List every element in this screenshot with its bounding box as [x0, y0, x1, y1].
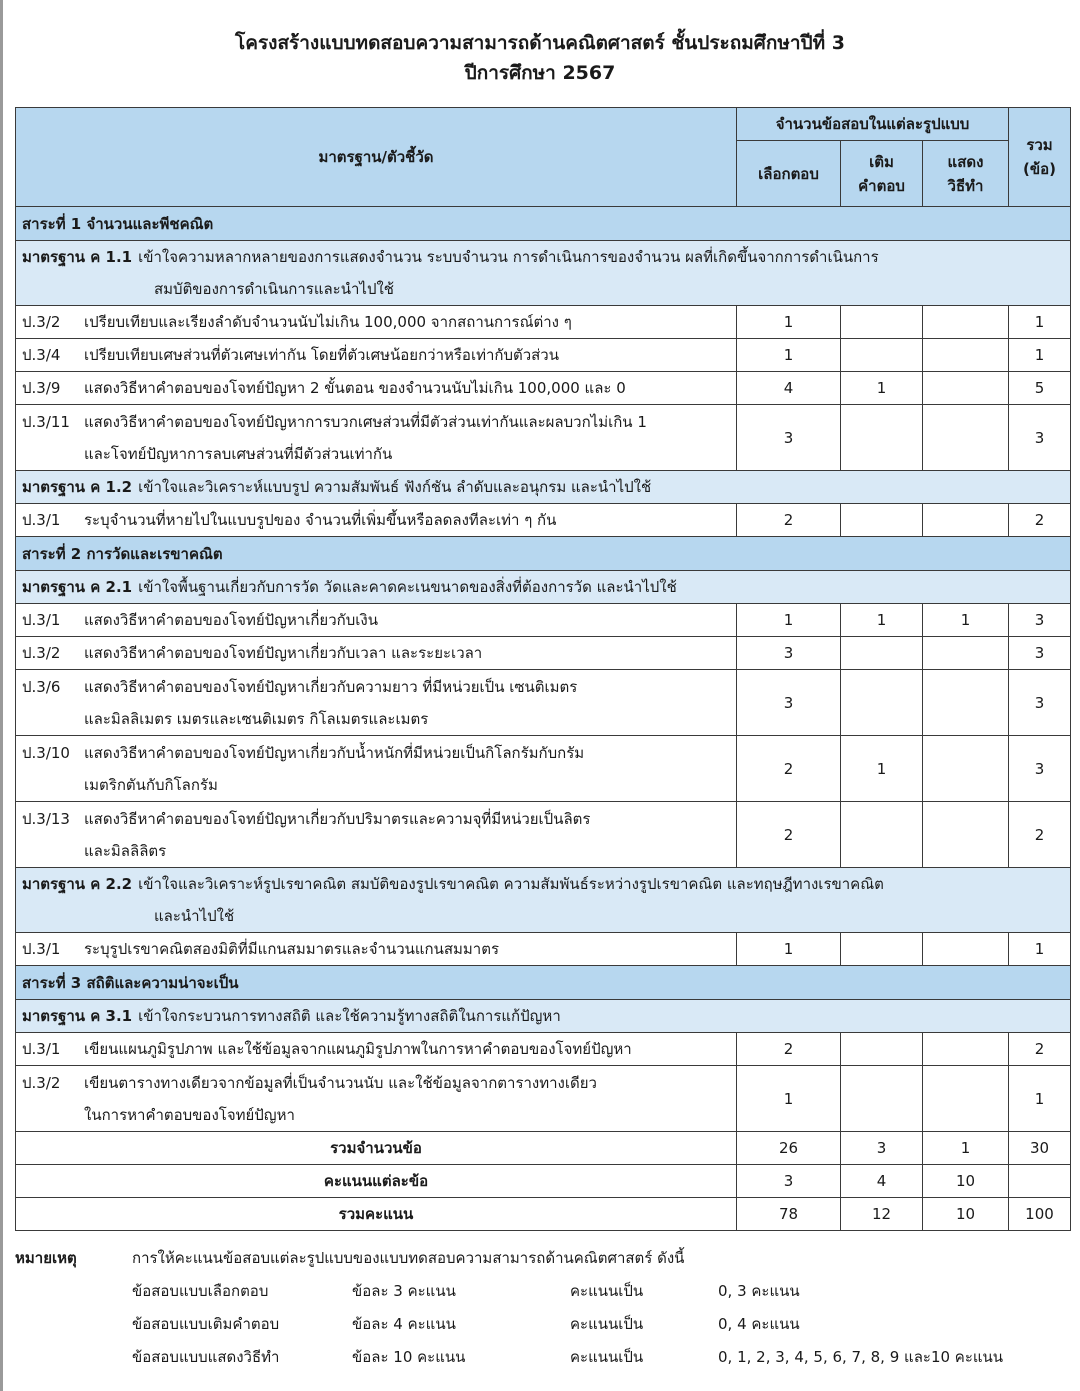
- indicator-code: ป.3/1: [22, 511, 61, 529]
- points-show: 10: [923, 1165, 1009, 1198]
- header-show-line-2: วิธีทำ: [947, 176, 984, 195]
- header-fill-line-1: เติม: [869, 152, 894, 171]
- choice-count: 2: [737, 736, 841, 802]
- fill-count: [841, 933, 923, 966]
- header-total: [1009, 108, 1071, 207]
- indicator-text: เปรียบเทียบเศษส่วนที่ตัวเศษเท่ากัน โดยที่ตัวเศษน้อยกว่าหรือเท่ากับตัวส่วน: [84, 346, 559, 364]
- show-count: [923, 736, 1009, 802]
- strand-title: สาระที่ 2 การวัดและเรขาคณิต: [16, 537, 1071, 571]
- standard-row: [16, 471, 1071, 504]
- header-show-line-1: แสดง: [947, 152, 984, 171]
- indicator-row: [16, 372, 1071, 405]
- sum-points-fill: 12: [841, 1198, 923, 1231]
- show-count: [923, 637, 1009, 670]
- test-structure-table: [15, 107, 1071, 1231]
- standard-label: มาตรฐาน ค 2.1: [22, 578, 133, 596]
- choice-count: 2: [737, 1033, 841, 1066]
- points-each-row: [16, 1165, 1071, 1198]
- fill-count: 1: [841, 372, 923, 405]
- indicator-row: [16, 604, 1071, 637]
- indicator-code: ป.3/10: [22, 743, 70, 762]
- total-count: 2: [1009, 504, 1071, 537]
- title-line-2: ปีการศึกษา 2567: [464, 62, 616, 84]
- total-count: 3: [1009, 604, 1071, 637]
- indicator-text: แสดงวิธีหาคำตอบของโจทย์ปัญหาการบวกเศษส่วนที่มีตัวส่วนเท่ากันและผลบวกไม่เกิน 1: [84, 412, 647, 431]
- fill-count: [841, 802, 923, 868]
- choice-count: 1: [737, 339, 841, 372]
- total-count: 1: [1009, 306, 1071, 339]
- standard-cell: [16, 868, 1071, 933]
- standard-row: [16, 1000, 1071, 1033]
- indicator-row: [16, 1066, 1071, 1132]
- strand-title: สาระที่ 1 จำนวนและพีชคณิต: [16, 207, 1071, 241]
- indicator-text-cont: และโจทย์ปัญหาการลบเศษส่วนที่มีตัวส่วนเท่ากัน: [84, 444, 393, 463]
- show-count: [923, 339, 1009, 372]
- total-count: 2: [1009, 802, 1071, 868]
- notes-intro: การให้คะแนนข้อสอบแต่ละรูปแบบของแบบทดสอบความสามารถด้านคณิตศาสตร์ ดังนี้: [132, 1249, 685, 1267]
- standard-text: เข้าใจความหลากหลายของการแสดงจำนวน ระบบจำนวน การดำเนินการของจำนวน ผลที่เกิดขึ้นจากการดำเนินการ: [138, 248, 879, 266]
- show-count: [923, 1033, 1009, 1066]
- sum-show: 1: [923, 1132, 1009, 1165]
- sum-fill: 3: [841, 1132, 923, 1165]
- indicator-code: ป.3/6: [22, 677, 61, 696]
- standard-text-cont: สมบัติของการดำเนินการและนำไปใช้: [154, 280, 394, 298]
- total-count: 2: [1009, 1033, 1071, 1066]
- choice-count: 3: [737, 670, 841, 736]
- indicator-text: แสดงวิธีหาคำตอบของโจทย์ปัญหาเกี่ยวกับน้ำหนักที่มีหน่วยเป็นกิโลกรัมกับกรัม: [84, 743, 585, 762]
- fill-count: 1: [841, 604, 923, 637]
- standard-text: เข้าใจและวิเคราะห์แบบรูป ความสัมพันธ์ ฟังก์ชัน ลำดับและอนุกรม และนำไปใช้: [138, 478, 652, 496]
- standard-text-cont: และนำไปใช้: [154, 907, 235, 925]
- indicator-row: [16, 306, 1071, 339]
- total-count: 1: [1009, 933, 1071, 966]
- indicator-cell: [16, 670, 737, 736]
- indicator-cell: [16, 736, 737, 802]
- indicator-row: [16, 736, 1071, 802]
- header-fill-line-2: คำตอบ: [858, 176, 905, 195]
- fill-count: [841, 1066, 923, 1132]
- standard-label: มาตรฐาน ค 1.1: [22, 248, 133, 266]
- indicator-text: เปรียบเทียบและเรียงลำดับจำนวนนับไม่เกิน 100,000 จากสถานการณ์ต่าง ๆ: [84, 313, 572, 331]
- choice-count: 4: [737, 372, 841, 405]
- indicator-code: ป.3/1: [22, 611, 61, 629]
- standard-cell: [16, 1000, 1071, 1033]
- show-count: [923, 405, 1009, 471]
- indicator-row: [16, 1033, 1071, 1066]
- fill-count: [841, 339, 923, 372]
- indicator-code: ป.3/1: [22, 1040, 61, 1058]
- show-count: 1: [923, 604, 1009, 637]
- note-score-values: 0, 4 คะแนน: [718, 1315, 800, 1333]
- indicator-text: เขียนตารางทางเดียวจากข้อมูลที่เป็นจำนวนนับ และใช้ข้อมูลจากตารางทางเดียว: [84, 1073, 597, 1092]
- choice-count: 3: [737, 405, 841, 471]
- sum-points-label: รวมคะแนน: [16, 1198, 737, 1231]
- choice-count: 2: [737, 504, 841, 537]
- sum-choice: 26: [737, 1132, 841, 1165]
- indicator-code: ป.3/2: [22, 644, 61, 662]
- indicator-text: แสดงวิธีหาคำตอบของโจทย์ปัญหา 2 ขั้นตอน ของจำนวนนับไม่เกิน 100,000 และ 0: [84, 379, 626, 397]
- indicator-row: [16, 670, 1071, 736]
- header-group: จำนวนข้อสอบในแต่ละรูปแบบ: [737, 108, 1009, 141]
- choice-count: 1: [737, 1066, 841, 1132]
- sum-points-row: [16, 1198, 1071, 1231]
- note-type: ข้อสอบแบบแสดงวิธีทำ: [132, 1348, 280, 1366]
- strand-title: สาระที่ 3 สถิติและความน่าจะเป็น: [16, 966, 1071, 1000]
- title-line-1: โครงสร้างแบบทดสอบความสามารถด้านคณิตศาสตร์ ชั้นประถมศึกษาปีที่ 3: [235, 32, 845, 54]
- indicator-cell: [16, 637, 737, 670]
- indicator-row: [16, 637, 1071, 670]
- note-type: ข้อสอบแบบเติมคำตอบ: [132, 1315, 280, 1333]
- notes-label: หมายเหตุ: [15, 1249, 77, 1267]
- indicator-text: แสดงวิธีหาคำตอบของโจทย์ปัญหาเกี่ยวกับความยาว ที่มีหน่วยเป็น เซนติเมตร: [84, 677, 578, 696]
- show-count: [923, 504, 1009, 537]
- indicator-text: ระบุรูปเรขาคณิตสองมิติที่มีแกนสมมาตรและจำนวนแกนสมมาตร: [84, 940, 500, 958]
- show-count: [923, 670, 1009, 736]
- header-standard: มาตรฐาน/ตัวชี้วัด: [16, 108, 737, 207]
- indicator-row: [16, 933, 1071, 966]
- points-each-label: คะแนนแต่ละข้อ: [16, 1165, 737, 1198]
- indicator-text-cont: ในการหาคำตอบของโจทย์ปัญหา: [84, 1105, 295, 1124]
- fill-count: [841, 1033, 923, 1066]
- indicator-code: ป.3/2: [22, 313, 61, 331]
- standard-cell: [16, 471, 1071, 504]
- fill-count: [841, 504, 923, 537]
- total-count: 3: [1009, 670, 1071, 736]
- fill-count: [841, 637, 923, 670]
- indicator-cell: [16, 339, 737, 372]
- indicator-text: แสดงวิธีหาคำตอบของโจทย์ปัญหาเกี่ยวกับเวลา และระยะเวลา: [84, 644, 483, 662]
- note-type: ข้อสอบแบบเลือกตอบ: [132, 1282, 269, 1300]
- indicator-text-cont: และมิลลิเมตร เมตรและเซนติเมตร กิโลเมตรและเมตร: [84, 709, 429, 728]
- indicator-row: [16, 802, 1071, 868]
- indicator-code: ป.3/4: [22, 346, 61, 364]
- indicator-row: [16, 405, 1071, 471]
- indicator-cell: [16, 1033, 737, 1066]
- header-fill: [841, 141, 923, 207]
- sum-items-label: รวมจำนวนข้อ: [16, 1132, 737, 1165]
- note-score-label: คะแนนเป็น: [570, 1282, 644, 1300]
- choice-count: 3: [737, 637, 841, 670]
- indicator-cell: [16, 933, 737, 966]
- indicator-text: ระบุจำนวนที่หายไปในแบบรูปของ จำนวนที่เพิ่มขึ้นหรือลดลงทีละเท่า ๆ กัน: [84, 511, 557, 529]
- note-score-values: 0, 3 คะแนน: [718, 1282, 800, 1300]
- indicator-cell: [16, 372, 737, 405]
- sum-points-show: 10: [923, 1198, 1009, 1231]
- table-header-row: [16, 108, 1071, 141]
- sum-points-total: 100: [1009, 1198, 1071, 1231]
- indicator-cell: [16, 1066, 737, 1132]
- standard-row: [16, 571, 1071, 604]
- standard-text: เข้าใจกระบวนการทางสถิติ และใช้ความรู้ทางสถิติในการแก้ปัญหา: [138, 1007, 561, 1025]
- indicator-text: แสดงวิธีหาคำตอบของโจทย์ปัญหาเกี่ยวกับปริมาตรและความจุที่มีหน่วยเป็นลิตร: [84, 809, 591, 828]
- strand-row: [16, 207, 1071, 241]
- points-choice: 3: [737, 1165, 841, 1198]
- standard-row: [16, 241, 1071, 306]
- standard-cell: [16, 571, 1071, 604]
- standard-row: [16, 868, 1071, 933]
- indicator-code: ป.3/13: [22, 809, 70, 828]
- total-count: 3: [1009, 736, 1071, 802]
- points-total: [1009, 1165, 1071, 1198]
- indicator-row: [16, 339, 1071, 372]
- indicator-cell: [16, 604, 737, 637]
- choice-count: 1: [737, 306, 841, 339]
- note-per-item: ข้อละ 4 คะแนน: [352, 1315, 456, 1333]
- note-per-item: ข้อละ 10 คะแนน: [352, 1348, 466, 1366]
- fill-count: [841, 670, 923, 736]
- show-count: [923, 306, 1009, 339]
- standard-label: มาตรฐาน ค 2.2: [22, 875, 133, 893]
- sum-points-choice: 78: [737, 1198, 841, 1231]
- indicator-code: ป.3/9: [22, 379, 61, 397]
- page-edge: [0, 0, 3, 1391]
- total-count: 1: [1009, 339, 1071, 372]
- header-total-line-1: รวม: [1026, 136, 1053, 154]
- strand-row: [16, 966, 1071, 1000]
- header-show: [923, 141, 1009, 207]
- indicator-cell: [16, 405, 737, 471]
- choice-count: 1: [737, 604, 841, 637]
- standard-label: มาตรฐาน ค 3.1: [22, 1007, 133, 1025]
- strand-row: [16, 537, 1071, 571]
- fill-count: [841, 306, 923, 339]
- show-count: [923, 933, 1009, 966]
- note-score-label: คะแนนเป็น: [570, 1348, 644, 1366]
- indicator-code: ป.3/2: [22, 1073, 61, 1092]
- total-count: 3: [1009, 405, 1071, 471]
- fill-count: 1: [841, 736, 923, 802]
- sum-items-row: [16, 1132, 1071, 1165]
- indicator-text-cont: และมิลลิลิตร: [84, 841, 167, 860]
- sum-total: 30: [1009, 1132, 1071, 1165]
- note-per-item: ข้อละ 3 คะแนน: [352, 1282, 456, 1300]
- standard-cell: [16, 241, 1071, 306]
- standard-text: เข้าใจและวิเคราะห์รูปเรขาคณิต สมบัติของรูปเรขาคณิต ความสัมพันธ์ระหว่างรูปเรขาคณิต และทฤษฎีทางเรขาคณิต: [138, 875, 884, 893]
- total-count: 1: [1009, 1066, 1071, 1132]
- document-title: [0, 28, 1080, 88]
- indicator-text-cont: เมตริกตันกับกิโลกรัม: [84, 775, 218, 794]
- indicator-code: ป.3/1: [22, 940, 61, 958]
- choice-count: 2: [737, 802, 841, 868]
- indicator-cell: [16, 306, 737, 339]
- note-score-label: คะแนนเป็น: [570, 1315, 644, 1333]
- standard-label: มาตรฐาน ค 1.2: [22, 478, 133, 496]
- indicator-cell: [16, 504, 737, 537]
- header-choice: เลือกตอบ: [737, 141, 841, 207]
- show-count: [923, 802, 1009, 868]
- indicator-cell: [16, 802, 737, 868]
- show-count: [923, 372, 1009, 405]
- total-count: 5: [1009, 372, 1071, 405]
- standard-text: เข้าใจพื้นฐานเกี่ยวกับการวัด วัดและคาดคะเนขนาดของสิ่งที่ต้องการวัด และนำไปใช้: [138, 578, 677, 596]
- note-score-values: 0, 1, 2, 3, 4, 5, 6, 7, 8, 9 และ10 คะแนน: [718, 1348, 1004, 1366]
- indicator-code: ป.3/11: [22, 412, 70, 431]
- total-count: 3: [1009, 637, 1071, 670]
- points-fill: 4: [841, 1165, 923, 1198]
- fill-count: [841, 405, 923, 471]
- indicator-row: [16, 504, 1071, 537]
- indicator-text: แสดงวิธีหาคำตอบของโจทย์ปัญหาเกี่ยวกับเงิน: [84, 611, 378, 629]
- header-total-line-2: (ข้อ): [1023, 160, 1056, 178]
- indicator-text: เขียนแผนภูมิรูปภาพ และใช้ข้อมูลจากแผนภูมิรูปภาพในการหาคำตอบของโจทย์ปัญหา: [84, 1040, 632, 1058]
- show-count: [923, 1066, 1009, 1132]
- choice-count: 1: [737, 933, 841, 966]
